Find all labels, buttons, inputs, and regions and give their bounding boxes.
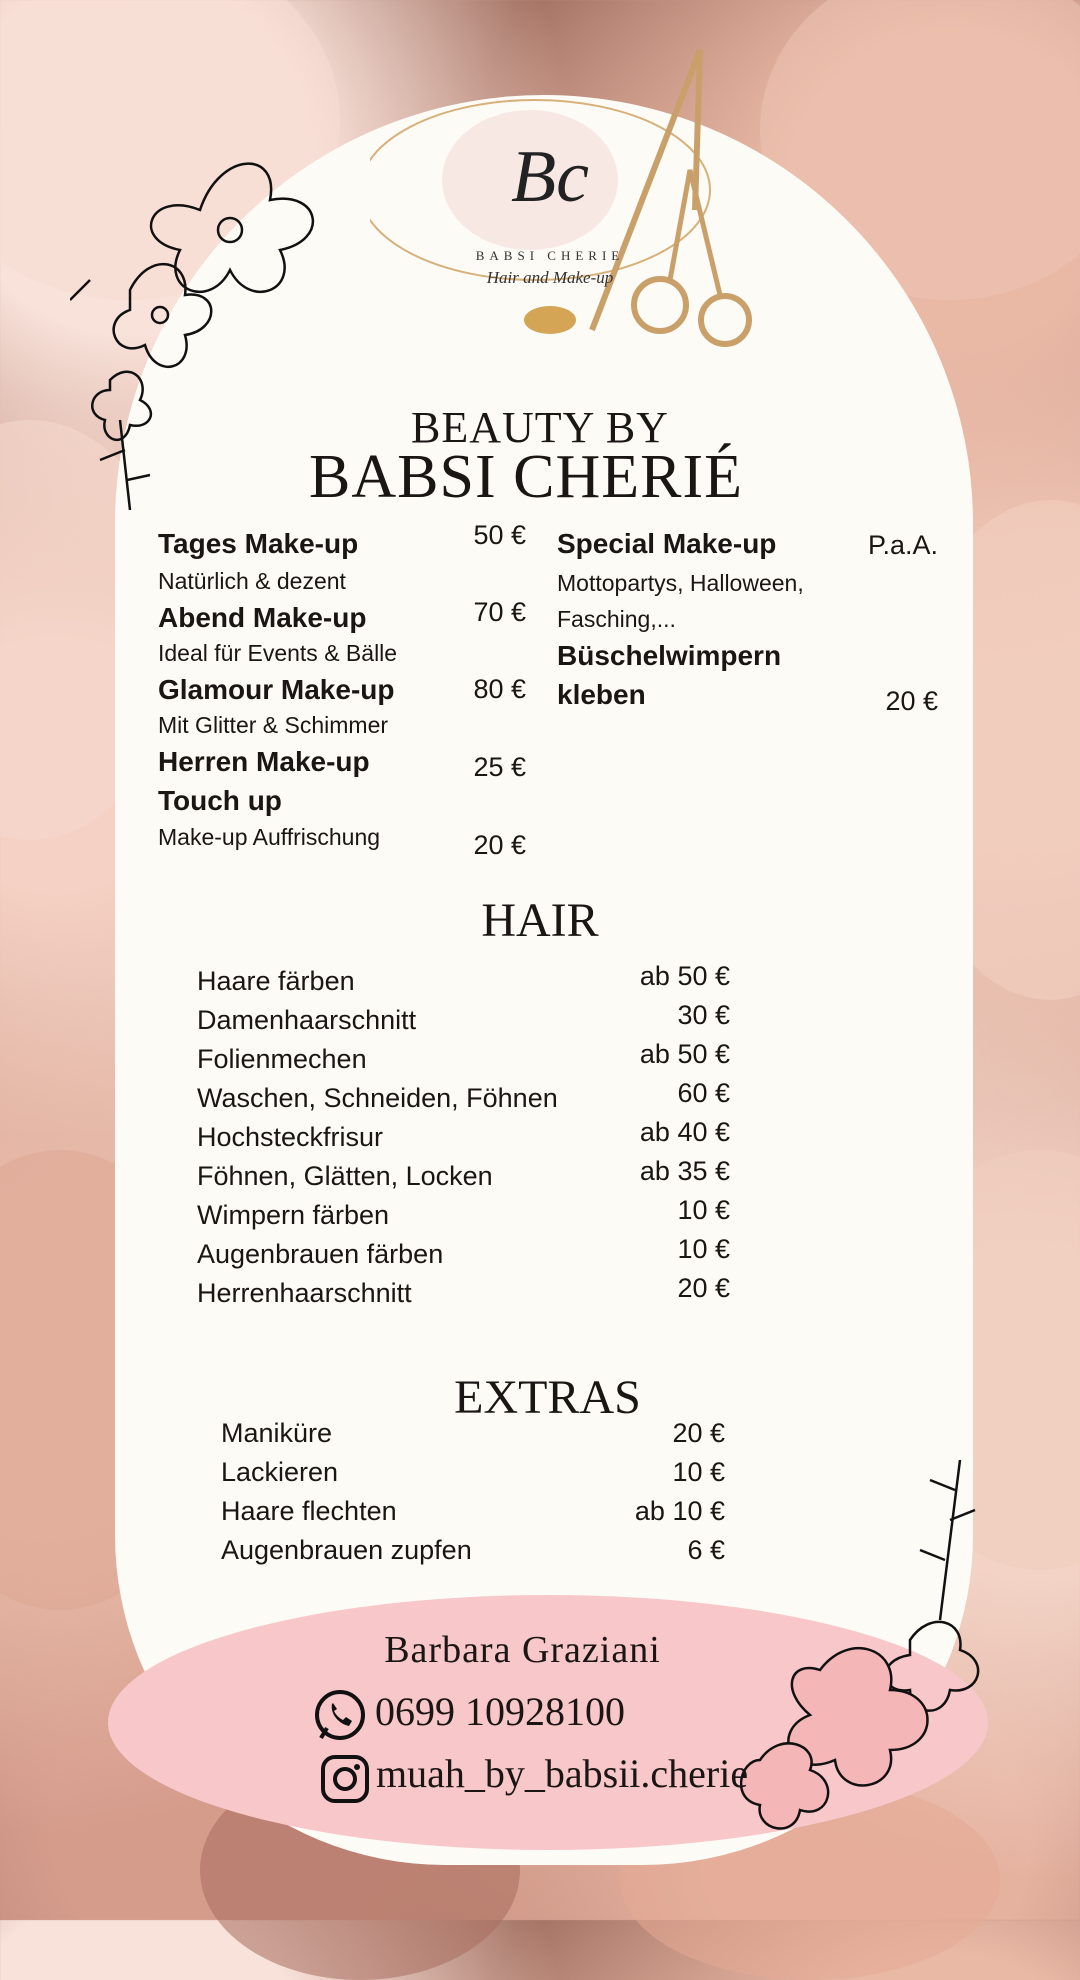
extras-section-title: EXTRAS: [454, 1371, 641, 1424]
lips-icon: [524, 306, 576, 334]
logo: [370, 40, 770, 390]
service-price: P.a.A.: [867, 530, 938, 560]
page-title-line2: BABSI CHERIÉ: [309, 443, 743, 511]
hair-service-price: ab 50 €: [639, 961, 730, 991]
service-name: Glamour Make-up: [158, 674, 395, 705]
hair-service-price: 30 €: [677, 1000, 730, 1030]
extra-service-price: 20 €: [672, 1418, 725, 1448]
hair-service-name: Waschen, Schneiden, Föhnen: [197, 1083, 558, 1113]
service-price: 20 €: [473, 830, 526, 860]
hair-service-name: Haare färben: [197, 966, 355, 996]
extra-service-price: ab 10 €: [634, 1496, 725, 1526]
extra-service-name: Maniküre: [221, 1418, 333, 1448]
hair-service-name: Damenhaarschnitt: [197, 1005, 417, 1035]
service-description: Natürlich & dezent: [158, 568, 346, 594]
hair-service-name: Hochsteckfrisur: [197, 1122, 384, 1152]
logo-monogram: Bc: [510, 136, 590, 218]
hair-service-price: 10 €: [677, 1234, 730, 1264]
extra-service-name: Haare flechten: [221, 1496, 397, 1526]
service-description: Fasching,...: [557, 606, 676, 632]
phone-icon: [313, 1688, 369, 1744]
phone-number: 0699 10928100: [375, 1689, 625, 1734]
hair-service-price: ab 40 €: [639, 1117, 730, 1147]
logo-tagline: Hair and Make-up: [486, 268, 614, 287]
logo-brand: BABSI CHERIE: [475, 248, 625, 263]
service-name: kleben: [557, 679, 646, 710]
hair-section-title: HAIR: [481, 894, 599, 947]
service-description: Mottopartys, Halloween,: [557, 570, 804, 596]
service-name: Abend Make-up: [158, 602, 367, 633]
contact-name: Barbara Graziani: [384, 1629, 661, 1671]
service-price: 20 €: [885, 686, 938, 716]
service-price: 50 €: [473, 520, 526, 550]
service-name: Tages Make-up: [158, 528, 359, 559]
instagram-icon: [320, 1754, 370, 1804]
service-price: 25 €: [473, 752, 526, 782]
hair-service-price: 20 €: [677, 1273, 730, 1303]
service-price: 70 €: [473, 597, 526, 627]
service-name: Büschelwimpern: [557, 640, 782, 671]
service-name: Special Make-up: [557, 528, 777, 559]
extra-service-price: 10 €: [672, 1457, 725, 1487]
hair-service-price: 10 €: [677, 1195, 730, 1225]
hair-service-name: Augenbrauen färben: [197, 1239, 444, 1269]
hair-service-name: Föhnen, Glätten, Locken: [197, 1161, 493, 1191]
hair-service-price: ab 35 €: [639, 1156, 730, 1186]
extra-service-price: 6 €: [687, 1535, 725, 1565]
service-description: Ideal für Events & Bälle: [158, 640, 398, 666]
service-description: Mit Glitter & Schimmer: [158, 712, 389, 738]
service-description: Make-up Auffrischung: [158, 824, 381, 850]
service-price: 80 €: [473, 674, 526, 704]
hair-service-price: ab 50 €: [639, 1039, 730, 1069]
instagram-handle: muah_by_babsii.cherie: [376, 1751, 749, 1796]
service-name: Herren Make-up: [158, 746, 370, 777]
hair-service-price: 60 €: [677, 1078, 730, 1108]
service-name: Touch up: [158, 785, 282, 816]
hair-service-name: Herrenhaarschnitt: [197, 1278, 412, 1308]
hair-service-name: Folienmechen: [197, 1044, 367, 1074]
extra-service-name: Augenbrauen zupfen: [221, 1535, 472, 1565]
extra-service-name: Lackieren: [221, 1457, 339, 1487]
hair-service-name: Wimpern färben: [197, 1200, 390, 1230]
page-title-line1: BEAUTY BY: [411, 403, 669, 452]
